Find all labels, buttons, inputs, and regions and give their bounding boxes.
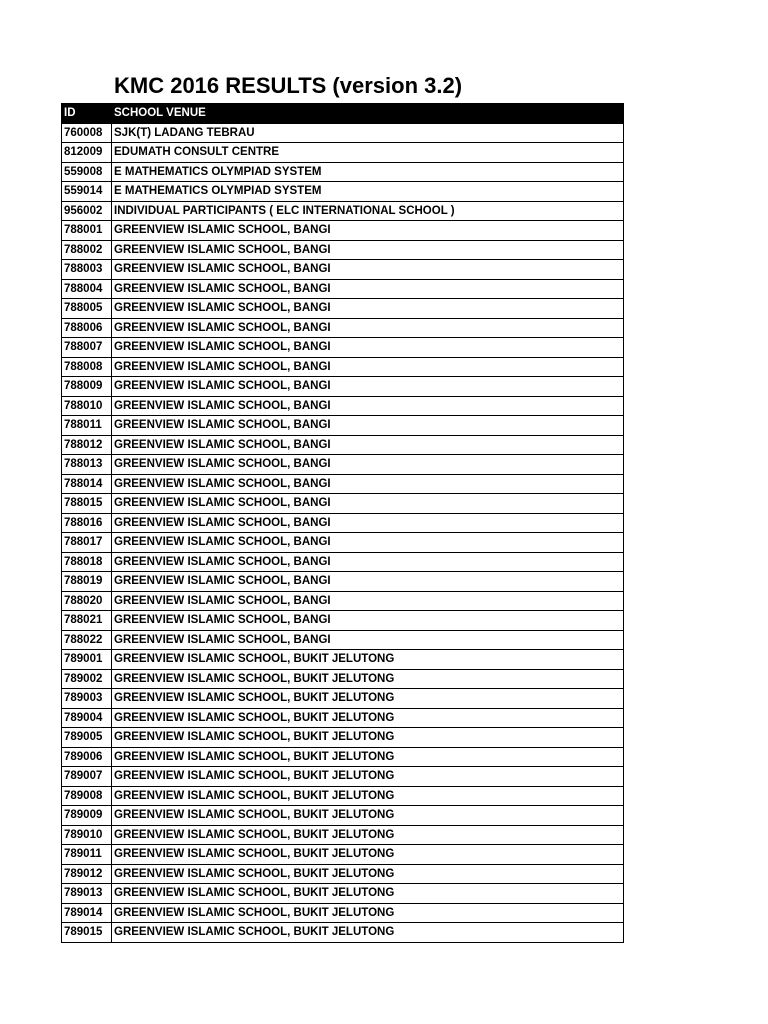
table-row — [62, 494, 624, 514]
school-venue-cell: INDIVIDUAL PARTICIPANTS ( ELC INTERNATIONAL SCHOOL ) — [112, 201, 624, 221]
column-header-id: ID — [62, 104, 112, 124]
id-cell: 788009 — [62, 377, 112, 397]
school-venue-cell: GREENVIEW ISLAMIC SCHOOL, BANGI — [112, 279, 624, 299]
school-venue-cell: GREENVIEW ISLAMIC SCHOOL, BUKIT JELUTONG — [112, 650, 624, 670]
table-row — [62, 513, 624, 533]
table-row — [62, 338, 624, 358]
school-venue-cell: GREENVIEW ISLAMIC SCHOOL, BANGI — [112, 630, 624, 650]
table-row — [62, 650, 624, 670]
id-cell: 789004 — [62, 708, 112, 728]
school-venue-cell: GREENVIEW ISLAMIC SCHOOL, BUKIT JELUTONG — [112, 923, 624, 943]
table-row — [62, 845, 624, 865]
id-cell: 788004 — [62, 279, 112, 299]
id-cell: 789002 — [62, 669, 112, 689]
school-venue-cell: GREENVIEW ISLAMIC SCHOOL, BANGI — [112, 357, 624, 377]
table-row — [62, 864, 624, 884]
id-cell: 788012 — [62, 435, 112, 455]
school-venue-cell: GREENVIEW ISLAMIC SCHOOL, BUKIT JELUTONG — [112, 825, 624, 845]
school-venue-cell: GREENVIEW ISLAMIC SCHOOL, BANGI — [112, 338, 624, 358]
id-cell: 788010 — [62, 396, 112, 416]
id-cell: 789012 — [62, 864, 112, 884]
id-cell: 812009 — [62, 143, 112, 163]
id-cell: 788021 — [62, 611, 112, 631]
table-row — [62, 767, 624, 787]
school-venue-cell: GREENVIEW ISLAMIC SCHOOL, BANGI — [112, 494, 624, 514]
school-venue-cell: GREENVIEW ISLAMIC SCHOOL, BUKIT JELUTONG — [112, 786, 624, 806]
table-row — [62, 728, 624, 748]
table-row — [62, 923, 624, 943]
table-row — [62, 903, 624, 923]
school-venue-cell: GREENVIEW ISLAMIC SCHOOL, BUKIT JELUTONG — [112, 884, 624, 904]
id-cell: 789001 — [62, 650, 112, 670]
school-venue-cell: GREENVIEW ISLAMIC SCHOOL, BANGI — [112, 611, 624, 631]
school-venue-cell: GREENVIEW ISLAMIC SCHOOL, BANGI — [112, 552, 624, 572]
school-venue-cell: GREENVIEW ISLAMIC SCHOOL, BANGI — [112, 240, 624, 260]
school-venue-cell: GREENVIEW ISLAMIC SCHOOL, BUKIT JELUTONG — [112, 708, 624, 728]
school-venue-cell: GREENVIEW ISLAMIC SCHOOL, BUKIT JELUTONG — [112, 728, 624, 748]
results-table-body — [62, 123, 624, 942]
table-row — [62, 396, 624, 416]
school-venue-cell: GREENVIEW ISLAMIC SCHOOL, BANGI — [112, 260, 624, 280]
school-venue-cell: GREENVIEW ISLAMIC SCHOOL, BANGI — [112, 377, 624, 397]
school-venue-cell: GREENVIEW ISLAMIC SCHOOL, BANGI — [112, 455, 624, 475]
id-cell: 789011 — [62, 845, 112, 865]
id-cell: 788022 — [62, 630, 112, 650]
table-row — [62, 162, 624, 182]
id-cell: 789010 — [62, 825, 112, 845]
id-cell: 789014 — [62, 903, 112, 923]
school-venue-cell: GREENVIEW ISLAMIC SCHOOL, BANGI — [112, 299, 624, 319]
table-row — [62, 221, 624, 241]
table-row — [62, 299, 624, 319]
school-venue-cell: GREENVIEW ISLAMIC SCHOOL, BUKIT JELUTONG — [112, 689, 624, 709]
table-row — [62, 747, 624, 767]
school-venue-cell: GREENVIEW ISLAMIC SCHOOL, BUKIT JELUTONG — [112, 845, 624, 865]
school-venue-cell: GREENVIEW ISLAMIC SCHOOL, BANGI — [112, 572, 624, 592]
table-row — [62, 260, 624, 280]
id-cell: 788007 — [62, 338, 112, 358]
school-venue-cell: GREENVIEW ISLAMIC SCHOOL, BANGI — [112, 396, 624, 416]
id-cell: 788006 — [62, 318, 112, 338]
table-row — [62, 182, 624, 202]
school-venue-cell: GREENVIEW ISLAMIC SCHOOL, BUKIT JELUTONG — [112, 669, 624, 689]
school-venue-cell: GREENVIEW ISLAMIC SCHOOL, BUKIT JELUTONG — [112, 767, 624, 787]
id-cell: 789015 — [62, 923, 112, 943]
id-cell: 788005 — [62, 299, 112, 319]
table-row — [62, 884, 624, 904]
table-row — [62, 279, 624, 299]
id-cell: 788016 — [62, 513, 112, 533]
table-row — [62, 689, 624, 709]
id-cell: 788011 — [62, 416, 112, 436]
table-row — [62, 143, 624, 163]
id-cell: 788018 — [62, 552, 112, 572]
table-row — [62, 416, 624, 436]
id-cell: 559008 — [62, 162, 112, 182]
id-cell: 788013 — [62, 455, 112, 475]
table-row — [62, 318, 624, 338]
id-cell: 789009 — [62, 806, 112, 826]
table-row — [62, 552, 624, 572]
table-row — [62, 708, 624, 728]
school-venue-cell: E MATHEMATICS OLYMPIAD SYSTEM — [112, 182, 624, 202]
table-row — [62, 630, 624, 650]
school-venue-cell: GREENVIEW ISLAMIC SCHOOL, BANGI — [112, 533, 624, 553]
school-venue-cell: EDUMATH CONSULT CENTRE — [112, 143, 624, 163]
id-cell: 788015 — [62, 494, 112, 514]
id-cell: 789007 — [62, 767, 112, 787]
table-row — [62, 611, 624, 631]
table-row — [62, 591, 624, 611]
school-venue-cell: GREENVIEW ISLAMIC SCHOOL, BUKIT JELUTONG — [112, 903, 624, 923]
id-cell: 760008 — [62, 123, 112, 143]
id-cell: 788008 — [62, 357, 112, 377]
id-cell: 788002 — [62, 240, 112, 260]
school-venue-cell: GREENVIEW ISLAMIC SCHOOL, BUKIT JELUTONG — [112, 864, 624, 884]
id-cell: 789003 — [62, 689, 112, 709]
school-venue-cell: GREENVIEW ISLAMIC SCHOOL, BANGI — [112, 416, 624, 436]
id-cell: 789006 — [62, 747, 112, 767]
column-header-school-venue: SCHOOL VENUE — [112, 104, 624, 124]
table-row — [62, 786, 624, 806]
school-venue-cell: E MATHEMATICS OLYMPIAD SYSTEM — [112, 162, 624, 182]
results-table — [61, 103, 624, 943]
id-cell: 789013 — [62, 884, 112, 904]
school-venue-cell: GREENVIEW ISLAMIC SCHOOL, BANGI — [112, 513, 624, 533]
table-row — [62, 533, 624, 553]
id-cell: 956002 — [62, 201, 112, 221]
school-venue-cell: GREENVIEW ISLAMIC SCHOOL, BANGI — [112, 474, 624, 494]
table-row — [62, 669, 624, 689]
school-venue-cell: SJK(T) LADANG TEBRAU — [112, 123, 624, 143]
school-venue-cell: GREENVIEW ISLAMIC SCHOOL, BANGI — [112, 435, 624, 455]
table-row — [62, 357, 624, 377]
school-venue-cell: GREENVIEW ISLAMIC SCHOOL, BANGI — [112, 591, 624, 611]
id-cell: 788001 — [62, 221, 112, 241]
page-title: KMC 2016 RESULTS (version 3.2) — [114, 73, 463, 98]
table-row — [62, 572, 624, 592]
table-row — [62, 825, 624, 845]
id-cell: 788019 — [62, 572, 112, 592]
table-row — [62, 455, 624, 475]
table-row — [62, 240, 624, 260]
school-venue-cell: GREENVIEW ISLAMIC SCHOOL, BANGI — [112, 221, 624, 241]
table-row — [62, 201, 624, 221]
id-cell: 788014 — [62, 474, 112, 494]
table-row — [62, 123, 624, 143]
school-venue-cell: GREENVIEW ISLAMIC SCHOOL, BANGI — [112, 318, 624, 338]
id-cell: 559014 — [62, 182, 112, 202]
table-row — [62, 435, 624, 455]
school-venue-cell: GREENVIEW ISLAMIC SCHOOL, BUKIT JELUTONG — [112, 806, 624, 826]
school-venue-cell: GREENVIEW ISLAMIC SCHOOL, BUKIT JELUTONG — [112, 747, 624, 767]
id-cell: 789005 — [62, 728, 112, 748]
id-cell: 788003 — [62, 260, 112, 280]
table-header-row — [62, 104, 624, 124]
id-cell: 788020 — [62, 591, 112, 611]
table-row — [62, 806, 624, 826]
id-cell: 789008 — [62, 786, 112, 806]
table-row — [62, 377, 624, 397]
id-cell: 788017 — [62, 533, 112, 553]
table-row — [62, 474, 624, 494]
